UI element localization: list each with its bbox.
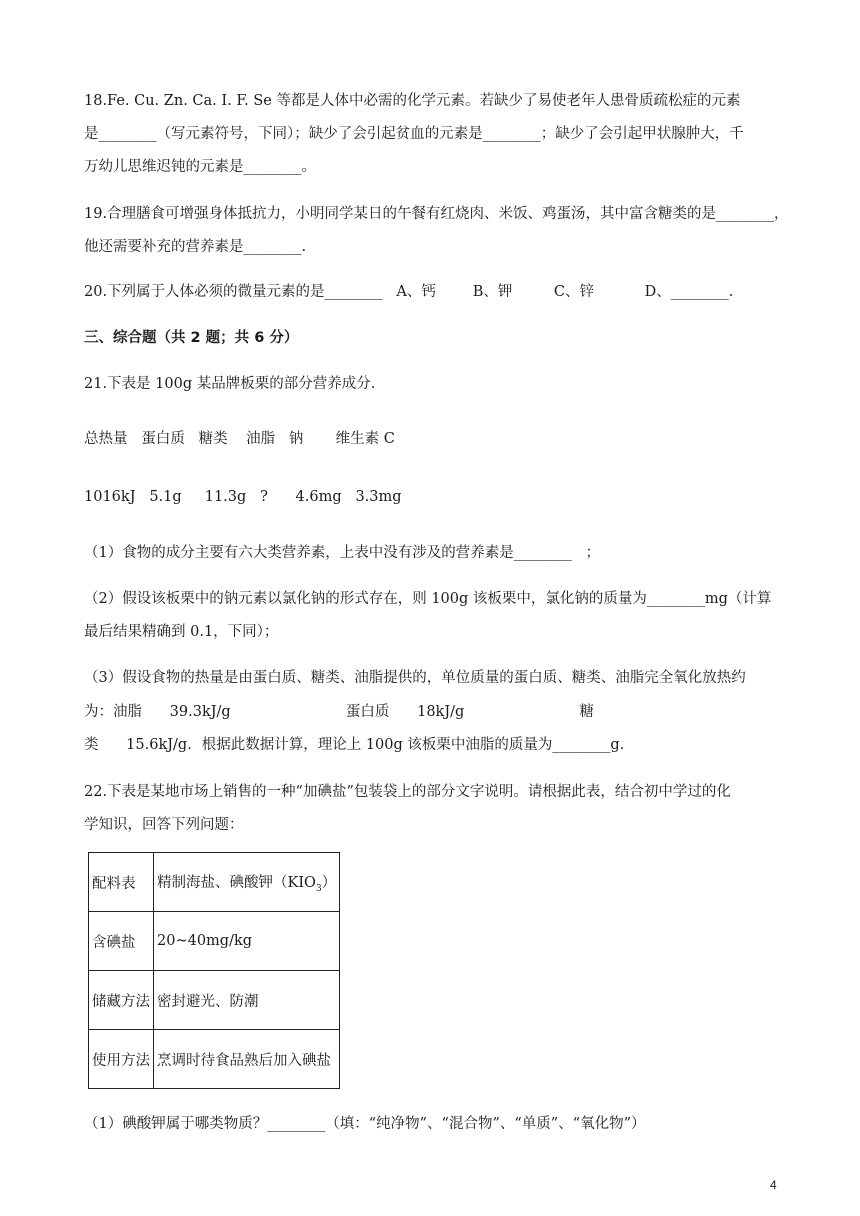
table-value: 精制海盐、碘酸钾$(KIO_3)$ bbox=[154, 853, 340, 912]
table-row bbox=[89, 853, 340, 912]
table-value: 20~40mg/kg bbox=[154, 912, 340, 971]
table-row bbox=[89, 971, 340, 1030]
q21-part3-line-1: （3）假设食物的热量是由蛋白质、糖类、油脂提供的，单位质量的蛋白质、糖类、油脂完全氧化放热约 bbox=[84, 670, 746, 686]
q21-part2-line-1: （2）假设该板栗中的钠元素以氯化钠的形式存在，则 100g 该板栗中，氯化钠的质量为________mg（计算 bbox=[84, 591, 772, 607]
q21-intro: 21.下表是 100g 某品牌板栗的部分营养成分. bbox=[84, 376, 376, 392]
table-key: 使用方法 bbox=[89, 1030, 154, 1089]
q18-line-1: 18.Fe. Cu. Zn. Ca. I. F. Se 等都是人体中必需的化学元素。若缺少了易使老年人患骨质疏松症的元素 bbox=[84, 93, 741, 109]
q18-line-2: 是________（写元素符号，下同）；缺少了会引起贫血的元素是________；缺少了会引起甲状腺肿大，千 bbox=[84, 126, 744, 142]
table-row bbox=[89, 912, 340, 971]
q19-line-1: 19.合理膳食可增强身体抵抗力，小明同学某日的午餐有红烧肉、米饭、鸡蛋汤，其中富含糖类的是________， bbox=[84, 206, 789, 222]
salt-label-table bbox=[88, 852, 340, 1089]
q19-line-2: 他还需要补充的营养素是________. bbox=[84, 239, 307, 255]
q22-part1: （1）碘酸钾属于哪类物质？________（填：“纯净物”、“混合物”、“单质”、“氧化物”） bbox=[84, 1116, 646, 1132]
q22-intro-line-2: 学知识，回答下列问题： bbox=[84, 817, 244, 833]
q21-part1: （1）食物的成分主要有六大类营养素，上表中没有涉及的营养素是________ ； bbox=[84, 545, 601, 561]
table-value: 密封避光、防潮 bbox=[154, 971, 340, 1030]
table-value: 烹调时待食品熟后加入碘盐 bbox=[154, 1030, 340, 1089]
table-key: 配料表 bbox=[89, 853, 154, 912]
table-key: 含碘盐 bbox=[89, 912, 154, 971]
table-key: 储藏方法 bbox=[89, 971, 154, 1030]
table-row bbox=[89, 1030, 340, 1089]
page-number: 4 bbox=[770, 1178, 777, 1192]
q21-part2-line-2: 最后结果精确到 0.1，下同）； bbox=[84, 624, 279, 640]
q21-table-header: 总热量 蛋白质 糖类 油脂 钠 维生素 C bbox=[84, 431, 395, 447]
q21-part3-line-2: 为：油脂 39.3kJ/g 蛋白质 18kJ/g 糖 bbox=[84, 704, 595, 720]
q20-line: 20.下列属于人体必须的微量元素的是________ A、钙 B、钾 C、锌 D、________. bbox=[84, 284, 734, 300]
section-heading: 三、综合题（共 2 题；共 6 分） bbox=[84, 330, 299, 346]
q18-line-3: 万幼儿思维迟钝的元素是________。 bbox=[84, 159, 316, 175]
q21-table-values: 1016kJ 5.1g 11.3g ? 4.6mg 3.3mg bbox=[84, 489, 402, 505]
q22-intro-line-1: 22.下表是某地市场上销售的一种“加碘盐”包装袋上的部分文字说明。请根据此表，结合初中学过的化 bbox=[84, 784, 731, 800]
q21-part3-line-3: 类 15.6kJ/g．根据此数据计算，理论上 100g 该板栗中油脂的质量为________g. bbox=[84, 737, 625, 753]
